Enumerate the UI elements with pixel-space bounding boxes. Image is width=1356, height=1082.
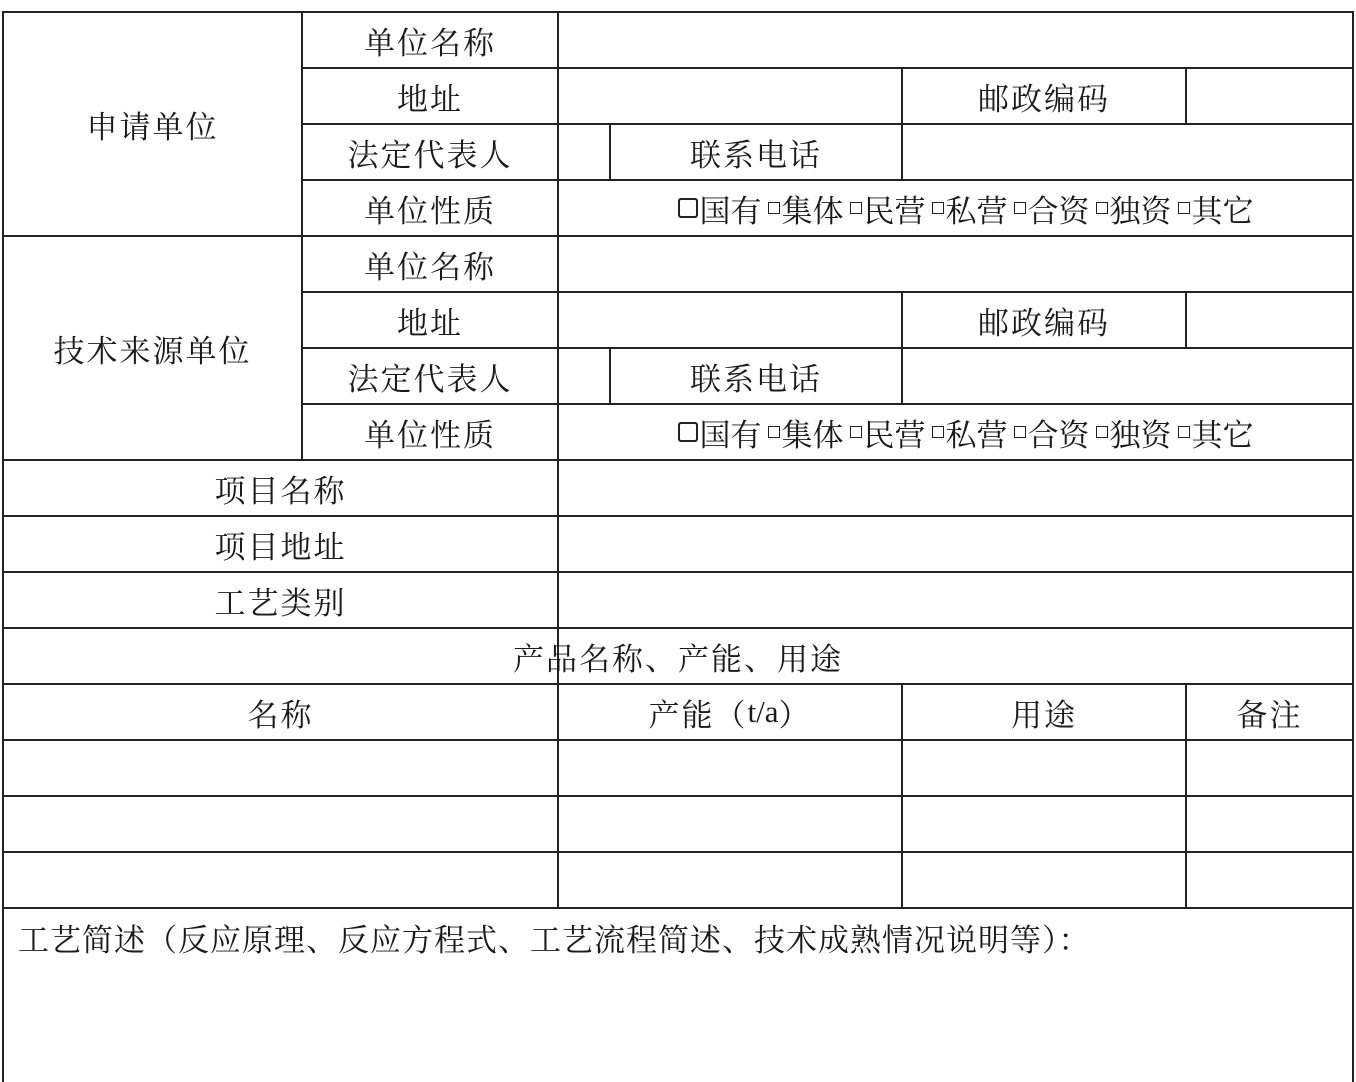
product-remark-cell[interactable] (1187, 853, 1352, 907)
checkbox-icon (1096, 426, 1108, 438)
checkbox-icon (1178, 426, 1190, 438)
applicant-postcode-field[interactable] (1187, 69, 1352, 123)
nature-option[interactable]: 国有 (678, 410, 762, 455)
applicant-postcode-label: 邮政编码 (978, 81, 1110, 118)
tech-source-address-label: 地址 (397, 305, 463, 342)
tech-source-legal-rep-label: 法定代表人 (347, 361, 513, 398)
nature-option[interactable]: 独资 (1090, 186, 1172, 231)
nature-option[interactable]: 集体 (762, 186, 844, 231)
checkbox-icon (850, 426, 862, 438)
tech-source-nature-options (559, 405, 1352, 459)
tech-source-phone-label: 联系电话 (690, 361, 822, 398)
nature-option[interactable]: 民营 (844, 410, 926, 455)
tech-source-section-label: 技术来源单位 (53, 333, 252, 370)
checkbox-icon (1014, 202, 1026, 214)
tech-source-address-field[interactable] (559, 293, 901, 347)
tech-source-phone-field[interactable] (903, 349, 1352, 403)
products-col-remark: 备注 (1236, 697, 1303, 734)
products-section-title: 产品名称、产能、用途 (513, 641, 843, 678)
products-col-use: 用途 (1011, 697, 1077, 734)
checkbox-icon (768, 426, 780, 438)
applicant-legal-rep-label: 法定代表人 (347, 137, 513, 174)
applicant-phone-field[interactable] (903, 125, 1352, 179)
checkbox-icon (1178, 202, 1190, 214)
applicant-nature-label: 单位性质 (364, 193, 496, 230)
product-remark-cell[interactable] (1187, 741, 1352, 795)
checkbox-icon (850, 202, 862, 214)
applicant-name-field[interactable] (559, 13, 1352, 67)
project-name-field[interactable] (559, 461, 1352, 515)
project-address-field[interactable] (559, 517, 1352, 571)
tech-source-legal-rep-field[interactable] (559, 349, 609, 403)
product-name-cell[interactable] (4, 741, 557, 795)
process-description-field[interactable] (4, 965, 1352, 1082)
nature-option[interactable]: 民营 (844, 186, 926, 231)
nature-option[interactable]: 私营 (926, 410, 1008, 455)
tech-source-postcode-field[interactable] (1187, 293, 1352, 347)
checkbox-icon (1096, 202, 1108, 214)
process-type-field[interactable] (559, 573, 1352, 627)
checkbox-icon (932, 202, 944, 214)
nature-option[interactable]: 其它 (1172, 186, 1254, 231)
checkbox-icon (1014, 426, 1026, 438)
applicant-section-label: 申请单位 (86, 109, 219, 146)
applicant-name-label: 单位名称 (364, 25, 496, 62)
nature-option[interactable]: 独资 (1090, 410, 1172, 455)
tech-source-postcode-label: 邮政编码 (978, 305, 1110, 342)
applicant-phone-label: 联系电话 (690, 137, 822, 174)
checkbox-icon (678, 422, 698, 442)
product-use-cell[interactable] (903, 741, 1185, 795)
tech-source-name-label: 单位名称 (364, 249, 496, 286)
product-use-cell[interactable] (903, 797, 1185, 851)
row-divider (2, 907, 1354, 909)
product-use-cell[interactable] (903, 853, 1185, 907)
applicant-nature-options (559, 181, 1352, 235)
nature-option[interactable]: 国有 (678, 186, 762, 231)
nature-option[interactable]: 私营 (926, 186, 1008, 231)
nature-option[interactable]: 合资 (1008, 186, 1090, 231)
outer-border-right (1352, 11, 1354, 1082)
process-description-label: 工艺简述（反应原理、反应方程式、工艺流程简述、技术成熟情况说明等）： (18, 922, 1091, 959)
product-capacity-cell[interactable] (559, 741, 901, 795)
nature-option[interactable]: 合资 (1008, 410, 1090, 455)
product-name-cell[interactable] (4, 797, 557, 851)
applicant-legal-rep-field[interactable] (559, 125, 609, 179)
project-name-label: 项目名称 (214, 473, 347, 510)
nature-option[interactable]: 其它 (1172, 410, 1254, 455)
nature-option[interactable]: 集体 (762, 410, 844, 455)
tech-source-name-field[interactable] (559, 237, 1352, 291)
applicant-address-label: 地址 (397, 81, 463, 118)
checkbox-icon (678, 198, 698, 218)
products-col-name: 名称 (247, 697, 314, 734)
process-type-label: 工艺类别 (214, 585, 347, 622)
product-capacity-cell[interactable] (559, 797, 901, 851)
product-remark-cell[interactable] (1187, 797, 1352, 851)
checkbox-icon (768, 202, 780, 214)
products-col-capacity: 产能（ t/a ） (648, 694, 812, 734)
product-name-cell[interactable] (4, 853, 557, 907)
product-capacity-cell[interactable] (559, 853, 901, 907)
project-address-label: 项目地址 (214, 529, 347, 566)
tech-source-nature-label: 单位性质 (364, 417, 496, 454)
checkbox-icon (932, 426, 944, 438)
applicant-address-field[interactable] (559, 69, 901, 123)
